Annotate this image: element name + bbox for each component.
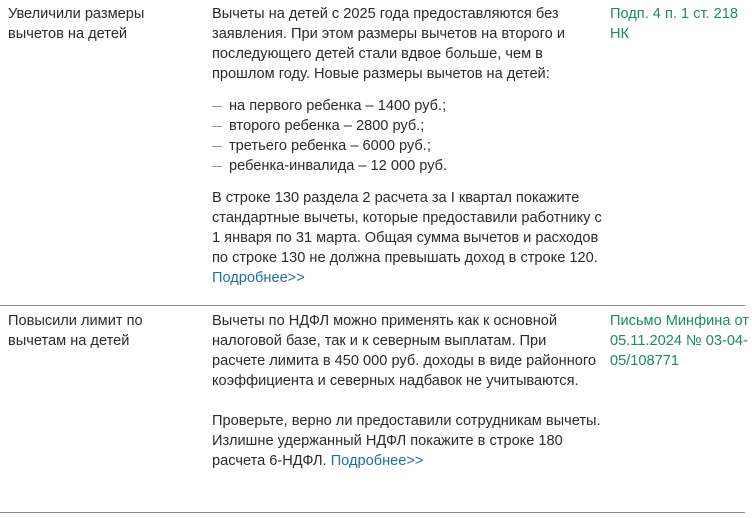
- change-description: [212, 311, 602, 471]
- description-paragraph: Вычеты на детей с 2025 года предоставляются без заявления. При этом размеры вычетов на второго и последующего детей стали вдвое больше, чем в прошлом году. Новые размеры вычетов на детей:: [212, 6, 565, 82]
- list-item: на первого ребенка – 1400 руб.;: [212, 96, 602, 116]
- table-row: [0, 306, 752, 513]
- description-paragraph: [212, 188, 602, 288]
- row-divider: [0, 512, 745, 513]
- list-item: третьего ребенка – 6000 руб.;: [212, 136, 602, 156]
- deduction-list: [212, 96, 602, 176]
- list-item: второго ребенка – 2800 руб.;: [212, 116, 602, 136]
- description-paragraph: Вычеты по НДФЛ можно применять как к основной налоговой базе, так и к северным выплатам. При расчете лимита в 450 000 руб. доходы в виде районного коэффициента и северных надбавок не учитываются.: [212, 313, 597, 389]
- change-title: Повысили лимит по вычетам на детей: [8, 313, 143, 349]
- list-item: ребенка-инвалида – 12 000 руб.: [212, 156, 602, 176]
- description-text: В строке 130 раздела 2 расчета за I квартал покажите стандартные вычеты, которые предоставили работнику с 1 января по 31 марта. Общая сумма вычетов и расходов по строке 130 не должна превышать доход в строке 120.: [212, 190, 602, 266]
- legal-reference: Подп. 4 п. 1 ст. 218 НК: [610, 6, 738, 42]
- more-link[interactable]: Подробнее>>: [330, 453, 424, 469]
- description-text: Проверьте, верно ли предоставили сотрудникам вычеты. Излишне удержанный НДФЛ покажите в строке 180 расчета 6-НДФЛ.: [212, 413, 601, 469]
- description-paragraph: [212, 411, 602, 471]
- more-link[interactable]: Подробнее>>: [212, 270, 305, 286]
- paragraph-gap: [212, 391, 602, 411]
- change-description: [212, 4, 602, 288]
- legal-reference: Письмо Минфина от 05.11.2024 № 03-04-05/108771: [610, 313, 749, 369]
- change-title: Увеличили размеры вычетов на детей: [8, 6, 145, 42]
